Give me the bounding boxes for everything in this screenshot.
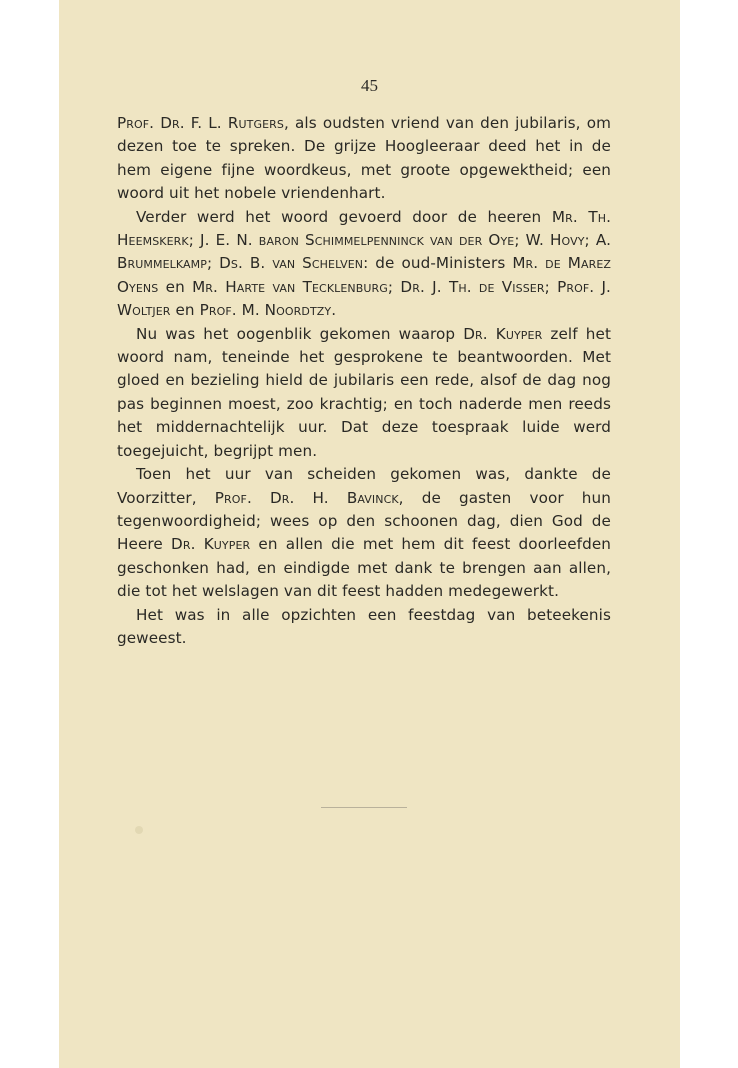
paragraph: [117, 604, 611, 651]
small-caps-name: Dr. Kuyper: [463, 324, 543, 343]
text-run: de oud-Ministers: [368, 254, 513, 273]
paragraph: [117, 112, 611, 206]
text-run: Het was in alle opzichten een feestdag van beteekenis geweest.: [117, 605, 611, 647]
paper-speck: [135, 826, 143, 834]
small-caps-name: Prof. M. Noordtzy.: [199, 301, 337, 320]
small-caps-name: Prof. Dr. H. Bavinck,: [214, 488, 404, 507]
paragraph: [117, 206, 611, 323]
page-number: 45: [361, 76, 378, 95]
paragraph: [117, 463, 611, 603]
small-caps-name: Prof. Dr. F. L. Rutgers,: [117, 114, 289, 132]
small-caps-name: Dr. Kuyper: [171, 535, 251, 554]
text-run: zelf het woord nam, teneinde het gesprokene te beantwoorden. Met gloed en bezieling hield de jubilaris een rede, alsof de dag nog pas beginnen moest, zoo krachtig; en toch naderde men reeds het middernachtelijk uur. Dat deze toespraak luide werd toegejuicht, begrijpt men.: [117, 324, 611, 460]
text-run: en allen die met hem dit feest doorleefden geschonken had, en eindigde met dank te brengen aan allen, die tot het welslagen van dit feest hadden medegewerkt.: [117, 535, 611, 601]
small-caps-name: Mr. Harte van Tecklenburg; Dr. J. Th. de Visser; Prof. J. Woltjer: [117, 277, 611, 320]
text-run: de gasten voor hun tegenwoordigheid; wees op den schoonen dag, dien God de Heere: [117, 488, 611, 554]
text-run: Verder werd het woord gevoerd door de heeren: [136, 207, 552, 226]
body-text: [117, 112, 611, 650]
book-page: [59, 0, 680, 1068]
text-run: en: [170, 301, 200, 320]
text-run: als oudsten vriend van den jubilaris, om dezen toe te spreken. De grijze Hoogleeraar deed het in de hem eigene fijne woordkeus, met groote opgewektheid; een woord uit het nobele vriendenhart.: [117, 114, 612, 203]
text-run: Toen het uur van scheiden gekomen was, dankte de Voorzitter,: [117, 465, 611, 507]
small-caps-name: Mr. de Marez Oyens: [117, 254, 611, 296]
small-caps-name: Mr. Th. Heemskerk; J. E. N. baron Schimmelpenninck van der Oye; W. Hovy; A. Brummelkamp; Ds. B. van Schelven:: [117, 207, 612, 273]
paragraph: [117, 323, 611, 463]
text-run: en: [158, 277, 193, 296]
text-run: Nu was het oogenblik gekomen waarop: [136, 324, 464, 343]
section-end-rule: [321, 807, 407, 808]
